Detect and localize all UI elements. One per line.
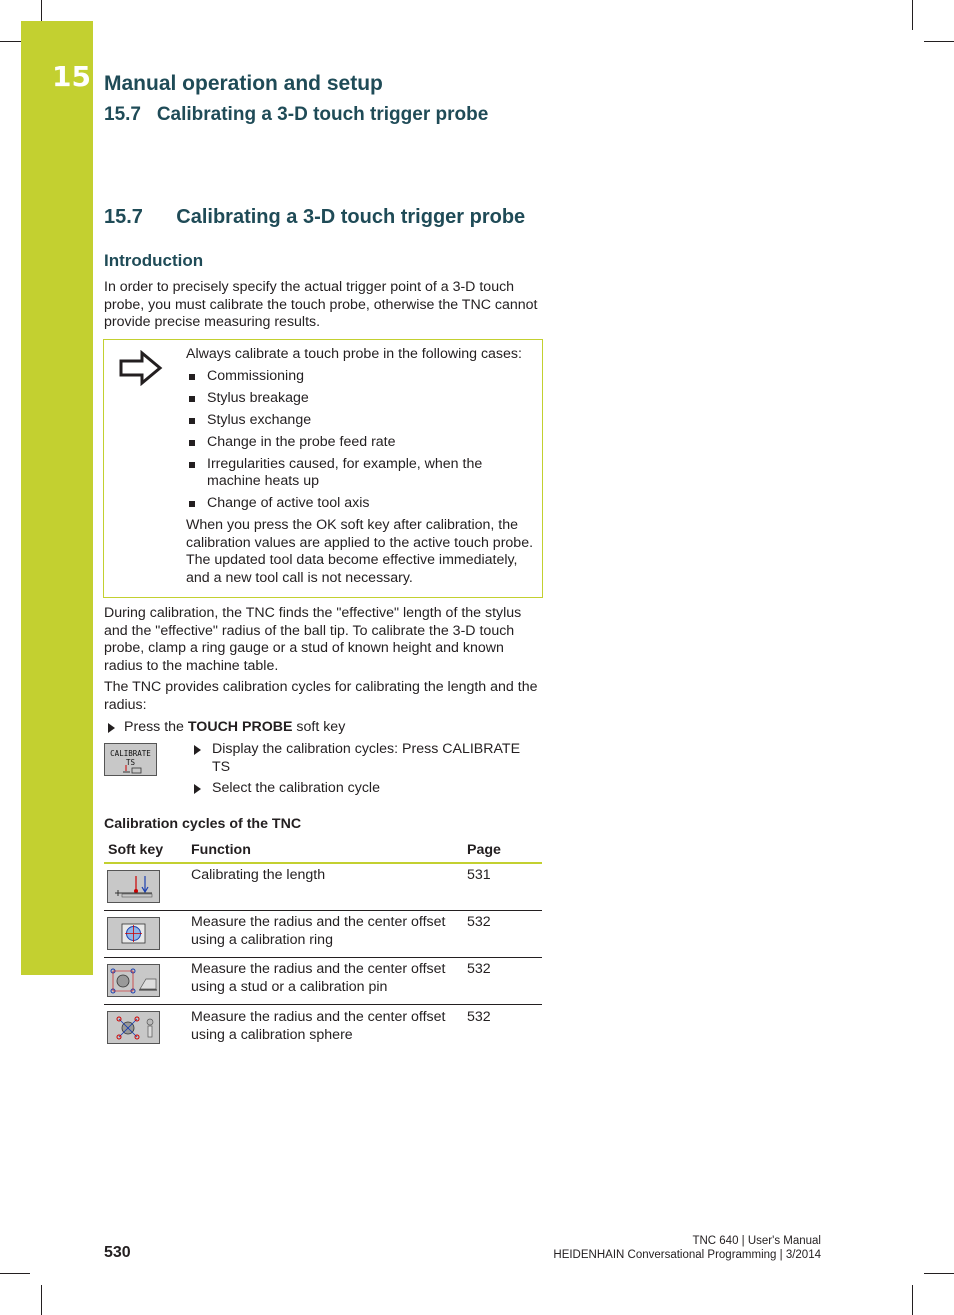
calibration-ring-softkey-icon[interactable] — [107, 917, 160, 950]
calibration-stud-softkey-icon[interactable] — [107, 964, 160, 997]
step-arrow-icon — [194, 745, 201, 755]
bullet-square-icon — [189, 440, 195, 446]
list-item: Change of active tool axis — [186, 495, 538, 513]
calibration-sphere-softkey-icon[interactable] — [107, 1011, 160, 1044]
list-item: Stylus breakage — [186, 390, 538, 408]
crop-mark — [924, 41, 954, 42]
table-cell-function: Measure the radius and the center offset using a calibration sphere — [191, 1009, 446, 1043]
table-title: Calibration cycles of the TNC — [104, 816, 302, 832]
section-header: 15.7 Calibrating a 3-D touch trigger probe — [104, 104, 489, 125]
page-number: 530 — [104, 1244, 131, 1261]
note-lead: Always calibrate a touch probe in the following cases: — [186, 346, 522, 362]
list-item: Commissioning — [186, 368, 538, 386]
note-content — [186, 346, 538, 587]
table-header-rule — [104, 862, 542, 864]
crop-mark — [912, 0, 913, 30]
crop-mark — [41, 1285, 42, 1315]
bullet-square-icon — [189, 501, 195, 507]
table-row-divider — [104, 957, 542, 958]
note-list — [186, 368, 538, 513]
step-arrow-icon — [108, 723, 115, 733]
arrow-right-icon — [118, 350, 164, 386]
list-item: Change in the probe feed rate — [186, 434, 538, 452]
step-press-touch-probe: Press the TOUCH PROBE soft key — [108, 719, 538, 737]
table-cell-page: 532 — [467, 961, 491, 977]
bullet-square-icon — [189, 418, 195, 424]
footer-line: TNC 640 | User's Manual — [692, 1235, 821, 1247]
footer-line: HEIDENHAIN Conversational Programming | 3/2014 — [553, 1249, 821, 1262]
table-cell-function: Measure the radius and the center offset using a stud or a calibration pin — [191, 961, 446, 995]
bullet-square-icon — [189, 462, 195, 468]
probe-icon — [122, 765, 142, 774]
calibration-paragraph: During calibration, the TNC finds the "effective" length of the stylus and the "effective" radius of the ball tip. To calibrate the 3-D touch probe, clamp a ring gauge or a stud of known height and known radius to the machine table. — [104, 605, 522, 674]
table-header-page: Page — [467, 842, 501, 858]
table-cell-page: 532 — [467, 1009, 491, 1025]
step-display-cycles: Display the calibration cycles: Press CALIBRATE TS — [194, 741, 534, 776]
table-header-softkey: Soft key — [108, 842, 164, 858]
table-row-divider — [104, 1004, 542, 1005]
table-cell-function: Calibrating the length — [191, 867, 326, 883]
table-row-divider — [104, 910, 542, 911]
step-arrow-icon — [194, 784, 201, 794]
chapter-number: 15 — [52, 60, 91, 93]
bullet-square-icon — [189, 396, 195, 402]
bullet-square-icon — [189, 374, 195, 380]
table-cell-function: Measure the radius and the center offset using a calibration ring — [191, 914, 446, 948]
chapter-title: Manual operation and setup — [104, 72, 383, 95]
calibrate-ts-softkey[interactable]: CALIBRATE TS — [104, 743, 157, 776]
section-title: 15.7 Calibrating a 3-D touch trigger probe — [104, 206, 526, 228]
table-cell-page: 532 — [467, 914, 491, 930]
list-item: Irregularities caused, for example, when the machine heats up — [186, 456, 538, 491]
intro-heading: Introduction — [104, 251, 204, 270]
crop-mark — [912, 1285, 913, 1315]
cycles-paragraph: The TNC provides calibration cycles for calibrating the length and the radius: — [104, 679, 538, 713]
intro-paragraph: In order to precisely specify the actual trigger point of a 3-D touch probe, you must calibrate the touch probe, otherwise the TNC cannot provide precise measuring results. — [104, 279, 538, 331]
step-select-cycle: Select the calibration cycle — [194, 780, 534, 798]
calibrate-length-softkey-icon[interactable] — [107, 870, 160, 903]
table-cell-page: 531 — [467, 867, 491, 883]
footer-info — [553, 1234, 821, 1263]
list-item: Stylus exchange — [186, 412, 538, 430]
note-closing: When you press the OK soft key after calibration, the calibration values are applied to the active touch probe. The updated tool data become effective immediately, and a new tool call is not necessary. — [186, 517, 534, 586]
chapter-sidebar — [21, 21, 93, 975]
touch-probe-key: TOUCH PROBE — [187, 719, 293, 735]
table-header-function: Function — [191, 842, 251, 858]
crop-mark — [924, 1273, 954, 1274]
crop-mark — [0, 1273, 30, 1274]
